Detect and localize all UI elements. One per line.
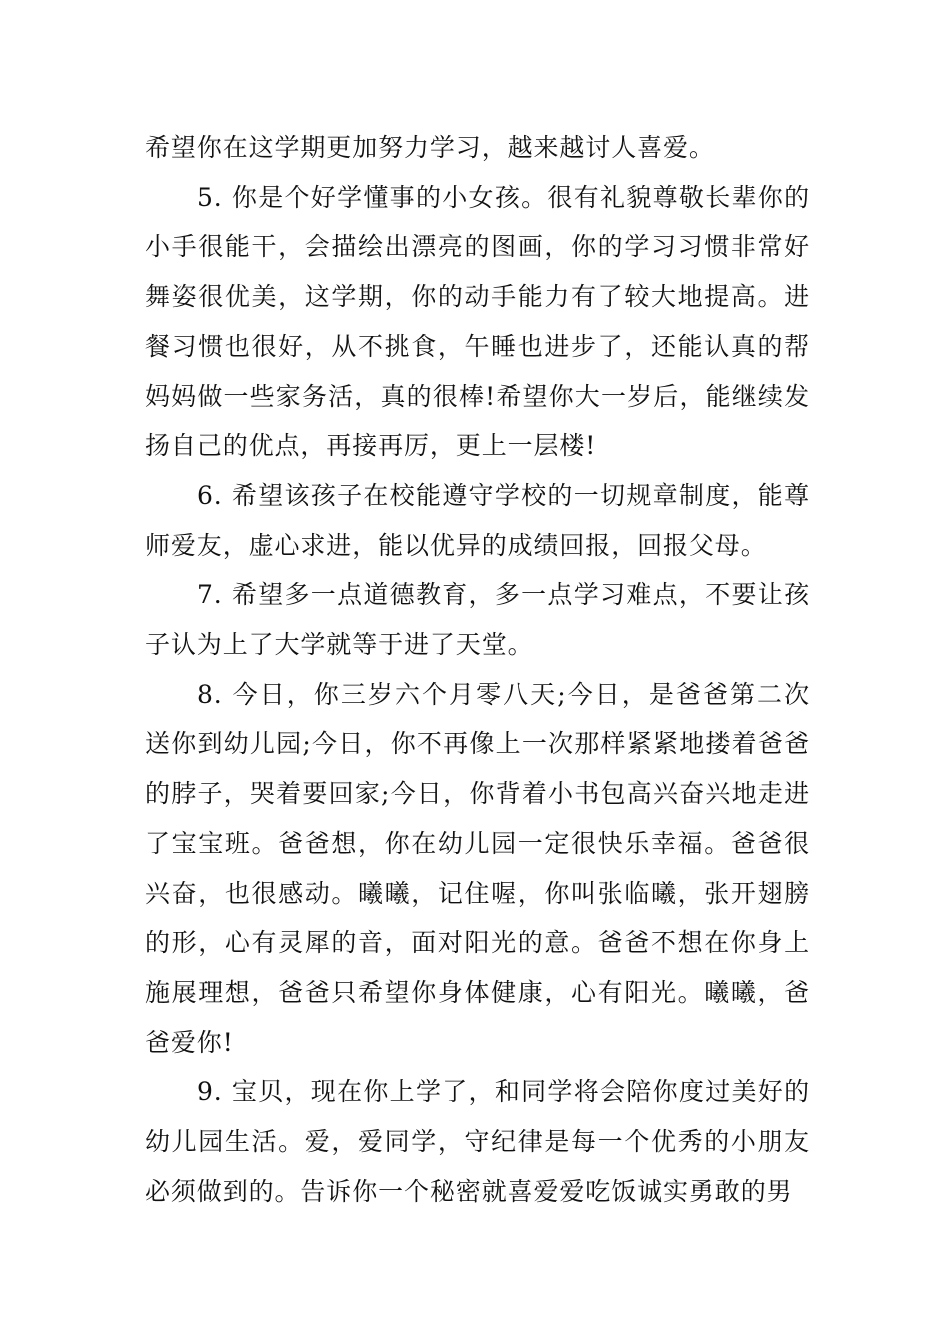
document-body [145, 123, 810, 1216]
paragraph-item-6: 6. 希望该孩子在校能遵守学校的一切规章制度，能尊师爱友，虚心求进，能以优异的成绩回报，回报父母。 [145, 480, 810, 560]
paragraph-item-9: 9. 宝贝，现在你上学了，和同学将会陪你度过美好的幼儿园生活。爱，爱同学，守纪律是每一个优秀的小朋友必须做到的。告诉你一个秘密就喜爱爱吃饭诚实勇敢的男 [145, 1077, 810, 1206]
paragraph-item-8: 8. 今日，你三岁六个月零八天;今日，是爸爸第二次送你到幼儿园;今日，你不再像上一次那样紧紧地搂着爸爸的脖子，哭着要回家;今日，你背着小书包高兴奋兴地走进了宝宝班。爸爸想，你在幼儿园一定很快乐幸福。爸爸很兴奋，也很感动。曦曦，记住喔，你叫张临曦，张开翅膀的形，心有灵犀的音，面对阳光的意。爸爸不想在你身上施展理想，爸爸只希望你身体健康，心有阳光。曦曦，爸爸爱你! [145, 679, 810, 1057]
paragraph-continuation: 希望你在这学期更加努力学习，越来越讨人喜爱。 [145, 133, 715, 162]
paragraph-item-7: 7. 希望多一点道德教育，多一点学习难点，不要让孩子认为上了大学就等于进了天堂。 [145, 580, 810, 660]
paragraph-item-5: 5. 你是个好学懂事的小女孩。很有礼貌尊敬长辈你的小手很能干，会描绘出漂亮的图画，你的学习习惯非常好舞姿很优美，这学期，你的动手能力有了较大地提高。进餐习惯也很好，从不挑食，午睡也进步了，还能认真的帮妈妈做一些家务活，真的很棒!希望你大一岁后，能继续发扬自己的优点，再接再厉，更上一层楼! [145, 182, 810, 461]
